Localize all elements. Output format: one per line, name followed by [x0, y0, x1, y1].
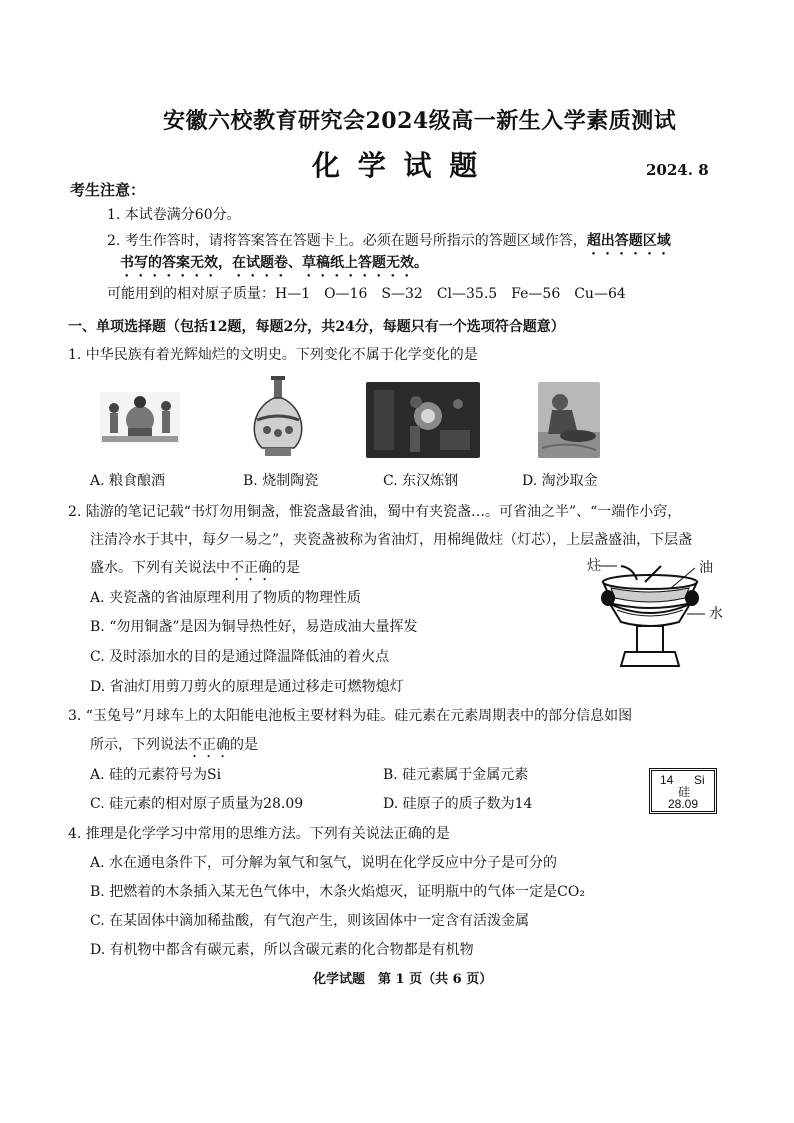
element-name: 硅	[678, 785, 691, 799]
question-3-line-2-pre: 所示，下列说法	[90, 737, 188, 753]
question-1-option-a[interactable]: A. 粮食酿酒	[90, 473, 166, 489]
question-3-option-a[interactable]: A. 硅的元素符号为Si	[90, 767, 222, 783]
question-3-line-2	[90, 735, 258, 761]
question-3-option-c[interactable]: C. 硅元素的相对原子质量为28.09	[90, 796, 304, 812]
question-4-option-a[interactable]: A. 水在通电条件下，可分解为氧气和氢气，说明在化学反应中分子是可分的	[90, 855, 558, 871]
question-4-option-b[interactable]: B. 把燃着的木条插入某无色气体中，木条火焰熄灭，证明瓶中的气体一定是CO₂	[90, 884, 585, 900]
lamp-label-oil: 油	[699, 560, 713, 576]
question-1-option-d[interactable]: D. 淘沙取金	[522, 473, 598, 489]
question-1-stem: 1. 中华民族有着光辉灿烂的文明史。下列变化不属于化学变化的是	[68, 347, 478, 363]
question-2-line-2: 注清冷水于其中，每夕一易之”，夹瓷盏被称为省油灯，用棉绳做炷（灯芯），上层盏盛油，下层盏	[90, 532, 693, 548]
page-footer: 化学试题 第 1 页（共 6 页）	[313, 972, 493, 987]
notice-item-2-line2: 书写的答案无效，在试题卷、草稿纸上答题无效。	[120, 255, 428, 271]
han-steelmaking-image	[366, 382, 480, 458]
exam-institution-title: 安徽六校教育研究会2024级高一新生入学素质测试	[163, 108, 677, 134]
notice-heading: 考生注意：	[70, 181, 146, 199]
notice-item-1: 1. 本试卷满分60分。	[107, 207, 241, 223]
question-2-option-a[interactable]: A. 夹瓷盏的省油原理利用了物质的物理性质	[90, 590, 362, 606]
question-2-emphasis: 不正确	[230, 560, 272, 576]
question-2-option-d[interactable]: D. 省油灯用剪刀剪火的原理是通过移走可燃物熄灯	[90, 679, 404, 695]
subject-title: 化 学 试 题	[312, 149, 482, 182]
atomic-masses: 可能用到的相对原子质量：H—1 O—16 S—32 Cl—35.5 Fe—56 Cu—64	[107, 286, 626, 302]
question-1-option-b[interactable]: B. 烧制陶瓷	[243, 473, 319, 489]
section-1-heading: 一、单项选择题（包括12题，每题2分，共24分，每题只有一个选项符合题意）	[68, 319, 565, 335]
element-atomic-number: 14	[660, 773, 674, 787]
question-3-line-2-post: 的是	[230, 737, 258, 753]
question-3-option-d[interactable]: D. 硅原子的质子数为14	[383, 796, 533, 812]
question-2-line-3-post: 的是	[272, 560, 300, 576]
element-atomic-mass: 28.09	[668, 797, 699, 811]
question-2-line-3	[90, 558, 300, 584]
question-2-option-c[interactable]: C. 及时添加水的目的是通过降温降低油的着火点	[90, 649, 390, 665]
notice-item-2-emphasis: 超出答题区域	[586, 233, 671, 249]
question-3-emphasis: 不正确	[188, 737, 230, 753]
question-3-line-1: 3. “玉兔号”月球车上的太阳能电池板主要材料为硅。硅元素在元素周期表中的部分信息如图	[68, 708, 633, 724]
silicon-element-card	[649, 768, 717, 814]
element-symbol: Si	[694, 773, 705, 787]
question-2-line-1: 2. 陆游的笔记记载“书灯勿用铜盏，惟瓷盏最省油，蜀中有夹瓷盏…。可省油之半”、“一端作小窍，	[68, 504, 682, 520]
question-1-option-c[interactable]: C. 东汉炼钢	[383, 473, 459, 489]
question-4-option-d[interactable]: D. 有机物中都含有碳元素，所以含碳元素的化合物都是有机物	[90, 942, 474, 958]
exam-date: 2024. 8	[646, 161, 709, 179]
gold-panning-image	[538, 382, 600, 458]
question-4-option-c[interactable]: C. 在某固体中滴加稀盐酸，有气泡产生，则该固体中一定含有活泼金属	[90, 913, 530, 929]
grain-brewing-figurine-image	[100, 392, 180, 444]
question-2-line-3-pre: 盛水。下列有关说法中	[90, 560, 230, 576]
porcelain-vase-image	[247, 376, 309, 458]
question-2-option-b[interactable]: B. “勿用铜盏”是因为铜导热性好，易造成油大量挥发	[90, 619, 418, 635]
question-4-stem: 4. 推理是化学学习中常用的思维方法。下列有关说法正确的是	[68, 826, 450, 842]
question-3-option-b[interactable]: B. 硅元素属于金属元素	[383, 767, 529, 783]
lamp-label-wick: 炷	[587, 558, 601, 574]
lamp-label-water: 水	[709, 606, 723, 622]
notice-item-2-text: 2. 考生作答时，请将答案答在答题卡上。必须在题号所指示的答题区域作答，	[107, 233, 587, 249]
